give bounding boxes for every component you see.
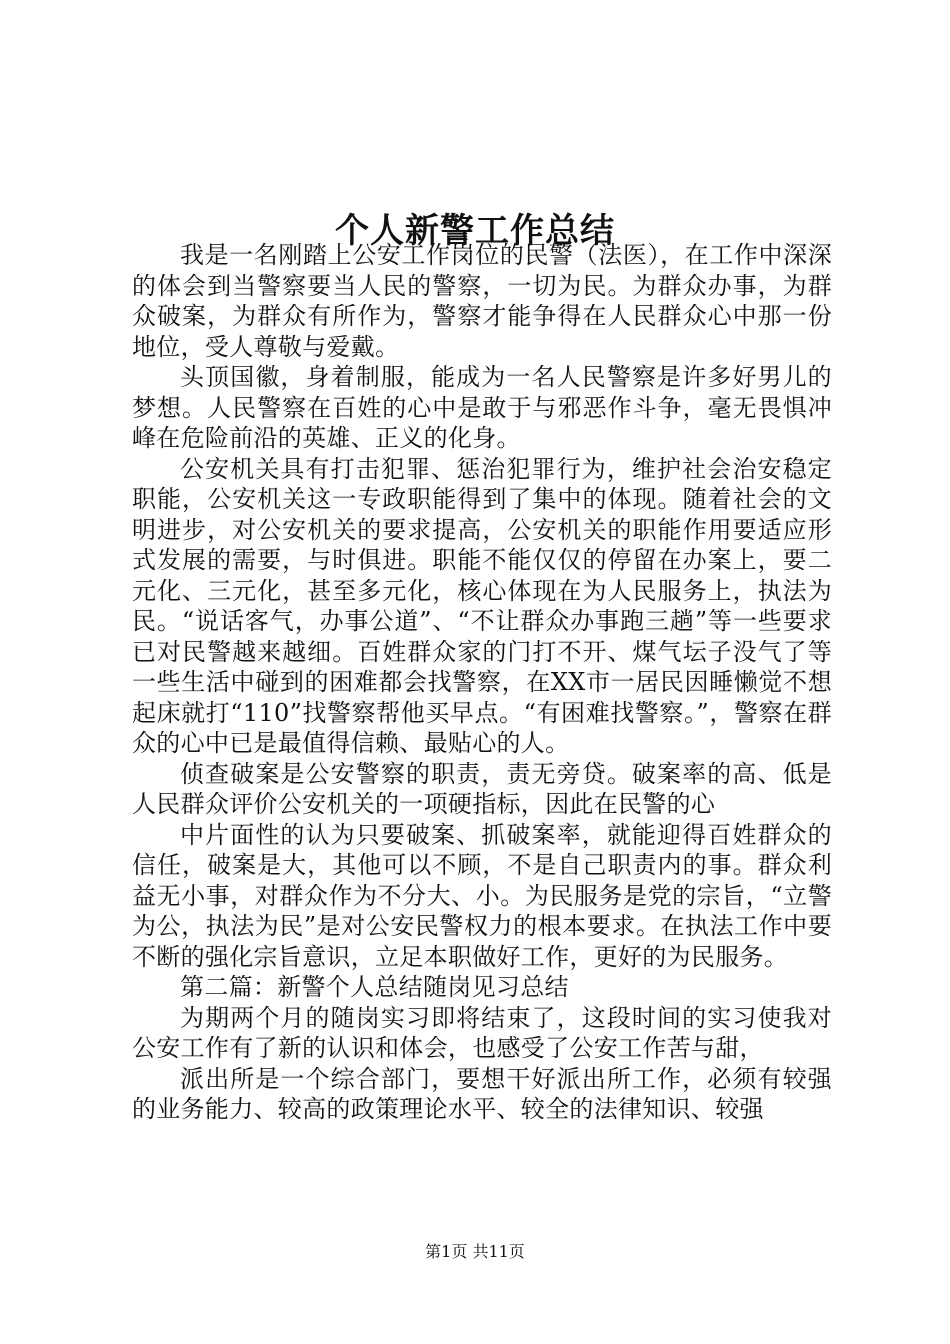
paragraph: 派出所是一个综合部门，要想干好派出所工作，必须有较强的业务能力、较高的政策理论水平、较全的法律知识、较强: [132, 1064, 832, 1123]
paragraph: 为期两个月的随岗实习即将结束了，这段时间的实习使我对公安工作有了新的认识和体会，也感受了公安工作苦与甜，: [132, 1003, 832, 1062]
paragraph: 我是一名刚踏上公安工作岗位的民警（法医），在工作中深深的体会到当警察要当人民的警察，一切为民。为群众办事，为群众破案，为群众有所作为，警察才能争得在人民群众心中那一份地位，受人尊敬与爱戴。: [132, 241, 832, 361]
paragraph: 公安机关具有打击犯罪、惩治犯罪行为，维护社会治安稳定职能，公安机关这一专政职能得到了集中的体现。随着社会的文明进步，对公安机关的要求提高，公安机关的职能作用要适应形式发展的需要，与时俱进。职能不能仅仅的停留在办案上，要二元化、三元化，甚至多元化，核心体现在为人民服务上，执法为民。“说话客气，办事公道”、“不让群众办事跑三趟”等一些要求已对民警越来越细。百姓群众家的门打不开、煤气坛子没气了等一些生活中碰到的困难都会找警察，在XX市一居民因睡懒觉不想起床就打“110”找警察帮他买早点。“有困难找警察。”，警察在群众的心中已是最值得信赖、最贴心的人。: [132, 454, 832, 757]
paragraph: 头顶国徽，身着制服，能成为一名人民警察是许多好男儿的梦想。人民警察在百姓的心中是敢于与邪恶作斗争，毫无畏惧冲峰在危险前沿的英雄、正义的化身。: [132, 363, 832, 452]
page-footer: 第1页 共11页: [425, 1242, 525, 1261]
section-heading: 第二篇：新警个人总结随岗见习总结: [180, 973, 569, 1001]
paragraph: 侦查破案是公安警察的职责，责无旁贷。破案率的高、低是人民群众评价公安机关的一项硬指标，因此在民警的心: [132, 759, 832, 818]
paragraph: 中片面性的认为只要破案、抓破案率，就能迎得百姓群众的信任，破案是大，其他可以不顾，不是自己职责内的事。群众利益无小事，对群众作为不分大、小。为民服务是党的宗旨，“立警为公，执法为民”是对公安民警权力的根本要求。在执法工作中要不断的强化宗旨意识，立足本职做好工作，更好的为民服务。: [132, 820, 832, 971]
document-title: 个人新警工作总结: [335, 210, 615, 251]
document-body: [132, 240, 832, 1125]
